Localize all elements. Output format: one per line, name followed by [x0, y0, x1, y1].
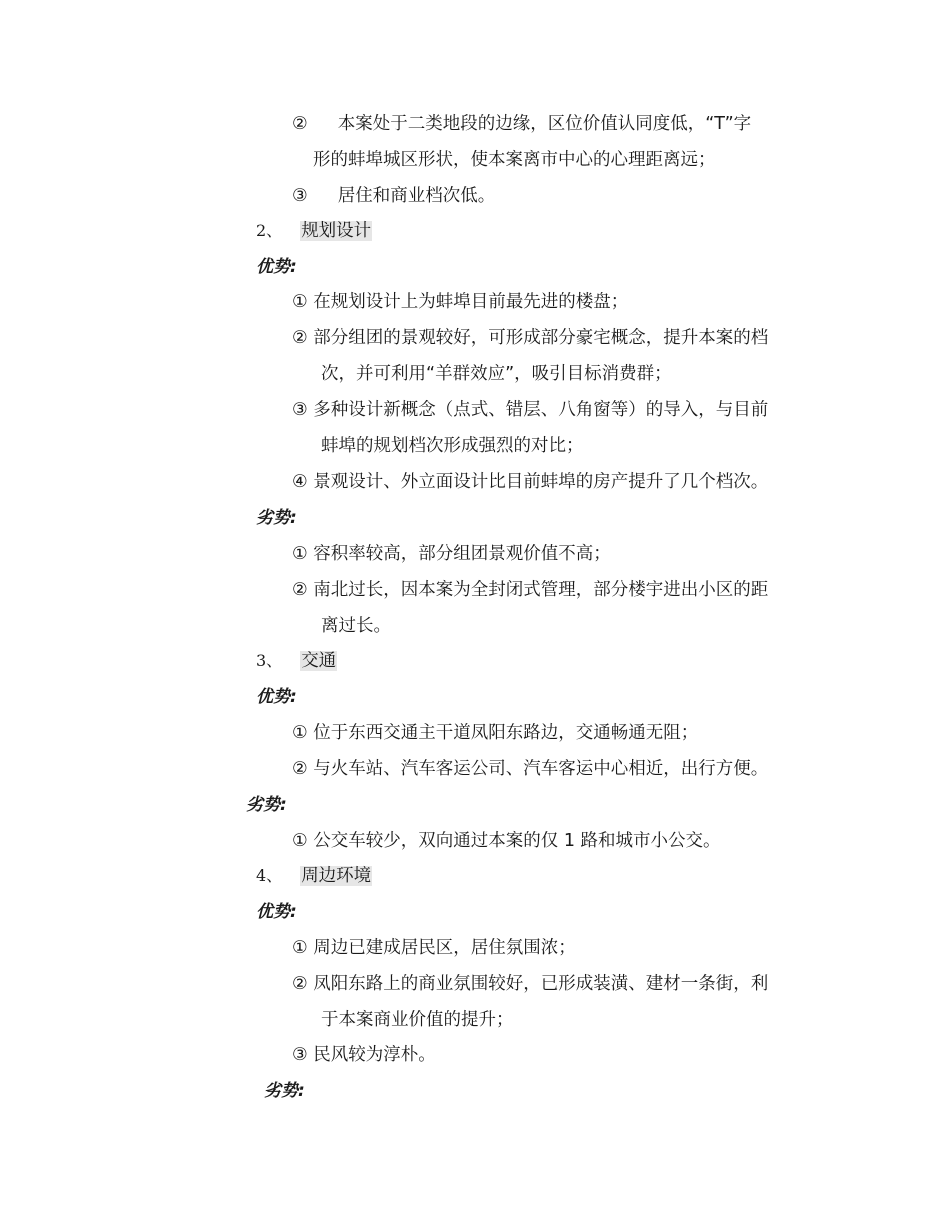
list-item — [292, 721, 698, 745]
list-marker: ① — [292, 938, 308, 958]
list-text: 周边已建成居民区，居住氛围浓； — [313, 938, 576, 958]
list-text: 离过长。 — [321, 616, 391, 636]
list-marker: ① — [292, 723, 308, 743]
list-marker: ② — [292, 114, 308, 134]
list-item — [292, 184, 495, 208]
list-item-continuation — [321, 362, 672, 386]
list-text: 部分组团的景观较好，可形成部分豪宅概念，提升本案的档 — [313, 328, 769, 348]
list-item — [292, 542, 611, 566]
disadvantages-label: 劣势: — [246, 795, 287, 815]
list-marker: ④ — [292, 472, 308, 492]
list-marker: ② — [292, 974, 308, 994]
advantages-label: 优势: — [256, 902, 297, 922]
list-text: 形的蚌埠城区形状，使本案离市中心的心理距离远； — [313, 150, 716, 170]
list-marker: ③ — [292, 1045, 308, 1065]
list-text: 蚌埠的规划档次形成强烈的对比； — [321, 436, 584, 456]
list-item — [292, 936, 576, 960]
list-text: 本案处于二类地段的边缘，区位价值认同度低，“T”字 — [337, 114, 752, 134]
disadvantages-label: 劣势: — [264, 1081, 305, 1101]
advantages-label: 优势: — [256, 257, 297, 277]
list-item — [292, 470, 768, 494]
section-heading — [256, 219, 372, 243]
list-item-continuation — [313, 148, 716, 172]
list-marker: ① — [292, 831, 308, 851]
list-item — [292, 398, 768, 422]
list-text: 次，并可利用“羊群效应”，吸引目标消费群； — [321, 364, 672, 384]
section-heading — [256, 649, 337, 673]
section-title: 周边环境 — [301, 866, 372, 886]
list-item-continuation — [321, 1008, 514, 1032]
list-marker: ① — [292, 292, 308, 312]
list-text: 公交车较少，双向通过本案的仅 1 路和城市小公交。 — [313, 831, 721, 851]
section-number: 2、 — [256, 221, 283, 240]
list-item — [292, 326, 768, 350]
list-marker: ③ — [292, 400, 308, 420]
list-text: 与火车站、汽车客运公司、汽车客运中心相近，出行方便。 — [313, 759, 769, 779]
list-marker: ① — [292, 544, 308, 564]
list-item — [292, 829, 721, 853]
list-text: 位于东西交通主干道凤阳东路边，交通畅通无阻； — [313, 723, 699, 743]
disadvantages-label: 劣势: — [256, 508, 297, 528]
list-item-continuation — [321, 614, 391, 638]
list-item — [292, 757, 768, 781]
list-text: 容积率较高，部分组团景观价值不高； — [313, 544, 611, 564]
list-text: 民风较为淳朴。 — [313, 1045, 436, 1065]
list-text: 于本案商业价值的提升； — [321, 1010, 514, 1030]
list-marker: ③ — [292, 186, 308, 206]
list-item — [292, 578, 768, 602]
list-marker: ② — [292, 580, 308, 600]
list-item-continuation — [321, 434, 584, 458]
list-item — [292, 1043, 436, 1067]
list-marker: ② — [292, 759, 308, 779]
section-title: 交通 — [301, 651, 337, 671]
section-number: 3、 — [256, 651, 283, 670]
list-text: 居住和商业档次低。 — [337, 186, 496, 206]
list-text: 南北过长，因本案为全封闭式管理，部分楼宇进出小区的距 — [313, 580, 769, 600]
section-number: 4、 — [256, 866, 283, 885]
list-item — [292, 972, 768, 996]
list-text: 凤阳东路上的商业氛围较好，已形成装潢、建材一条街，利 — [313, 974, 769, 994]
list-marker: ② — [292, 328, 308, 348]
list-text: 在规划设计上为蚌埠目前最先进的楼盘； — [313, 292, 629, 312]
advantages-label: 优势: — [256, 687, 297, 707]
list-item — [292, 290, 628, 314]
list-text: 景观设计、外立面设计比目前蚌埠的房产提升了几个档次。 — [313, 472, 769, 492]
list-text: 多种设计新概念（点式、错层、八角窗等）的导入，与目前 — [313, 400, 769, 420]
section-title: 规划设计 — [301, 221, 372, 241]
section-heading — [256, 864, 372, 888]
list-item — [292, 112, 751, 136]
